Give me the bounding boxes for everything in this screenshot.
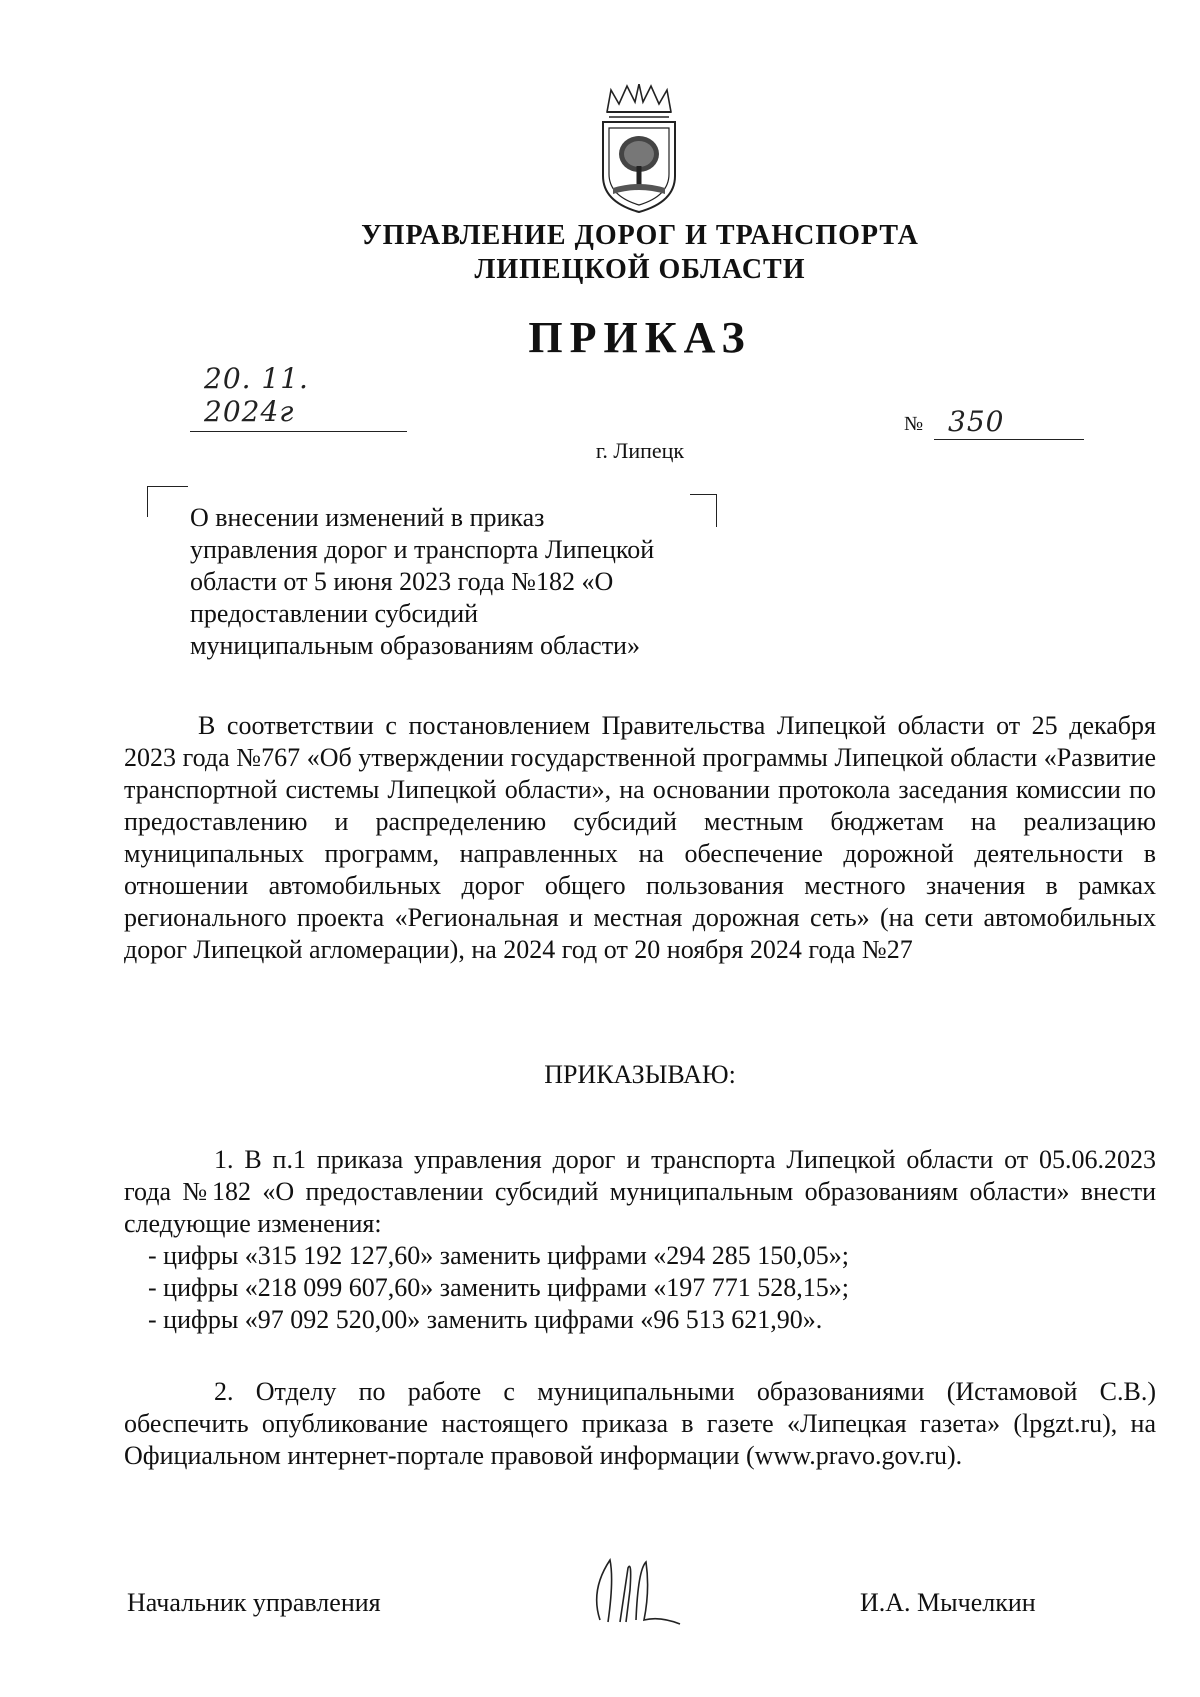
subject-line: О внесении изменений в приказ	[190, 503, 545, 532]
subject-line: муниципальным образованиям области»	[190, 631, 640, 660]
city-name: г. Липецк	[595, 438, 685, 463]
date-field	[190, 362, 407, 432]
item-1-text: 1. В п.1 приказа управления дорог и транспорта Липецкой области от 05.06.2023 года №182 «О предоставлении субсидий муниципальным образованиям области» внести следующие изменения:	[124, 1145, 1156, 1238]
date-underline	[190, 431, 407, 432]
document-type-title: ПРИКАЗ	[528, 313, 752, 362]
handwritten-order-number: 350	[948, 405, 1005, 438]
subject-line: области от 5 июня 2023 года №182 «О	[190, 567, 614, 596]
lipetsk-coat-of-arms-icon	[597, 84, 681, 214]
order-item-2	[124, 1376, 1156, 1472]
organization-name-line2: ЛИПЕЦКОЙ ОБЛАСТИ	[474, 254, 806, 285]
signatory-name: И.А. Мычелкин	[860, 1588, 1036, 1617]
item-1-bullet: - цифры «315 192 127,60» заменить цифрами «294 285 150,05»;	[148, 1241, 849, 1270]
preamble-paragraph	[124, 710, 1156, 966]
number-sign: №	[904, 413, 924, 435]
handwritten-date: 20. 11. 2024г	[204, 362, 309, 428]
signatory-position: Начальник управления	[127, 1588, 381, 1617]
order-subject	[190, 502, 710, 662]
preamble-text: В соответствии с постановлением Правительства Липецкой области от 25 декабря 2023 года №767 «Об утверждении государственной программы Липецкой области «Развитие транспортной системы Липецкой области», на основании протокола заседания комиссии по предоставлению и распределению субсидий местным бюджетам на реализацию муниципальных программ, направленных на обеспечение дорожной деятельности в отношении автомобильных дорог общего пользования местного значения в рамках регионального проекта «Региональная и местная дорожная сеть» (на сети автомобильных дорог Липецкой агломерации), на 2024 год от 20 ноября 2024 года №27	[124, 711, 1156, 964]
item-2-text: 2. Отделу по работе с муниципальными образованиями (Истамовой С.В.) обеспечить опубликование настоящего приказа в газете «Липецкая газета» (lpgzt.ru), на Официальном интернет-портале правовой информации (www.pravo.gov.ru).	[124, 1377, 1156, 1470]
item-1-bullet: - цифры «97 092 520,00» заменить цифрами «96 513 621,90».	[148, 1305, 823, 1334]
order-number-field	[904, 400, 1084, 440]
subject-corner-bracket-left	[147, 486, 188, 517]
order-item-1	[124, 1144, 1156, 1336]
item-1-bullet: - цифры «218 099 607,60» заменить цифрами «197 771 528,15»;	[148, 1273, 849, 1302]
handwritten-signature	[580, 1550, 700, 1640]
organization-name-line1: УПРАВЛЕНИЕ ДОРОГ И ТРАНСПОРТА	[361, 220, 919, 251]
subject-line: управления дорог и транспорта Липецкой	[190, 535, 655, 564]
subject-line: предоставлении субсидий	[190, 599, 479, 628]
decree-heading: ПРИКАЗЫВАЮ:	[544, 1060, 736, 1089]
